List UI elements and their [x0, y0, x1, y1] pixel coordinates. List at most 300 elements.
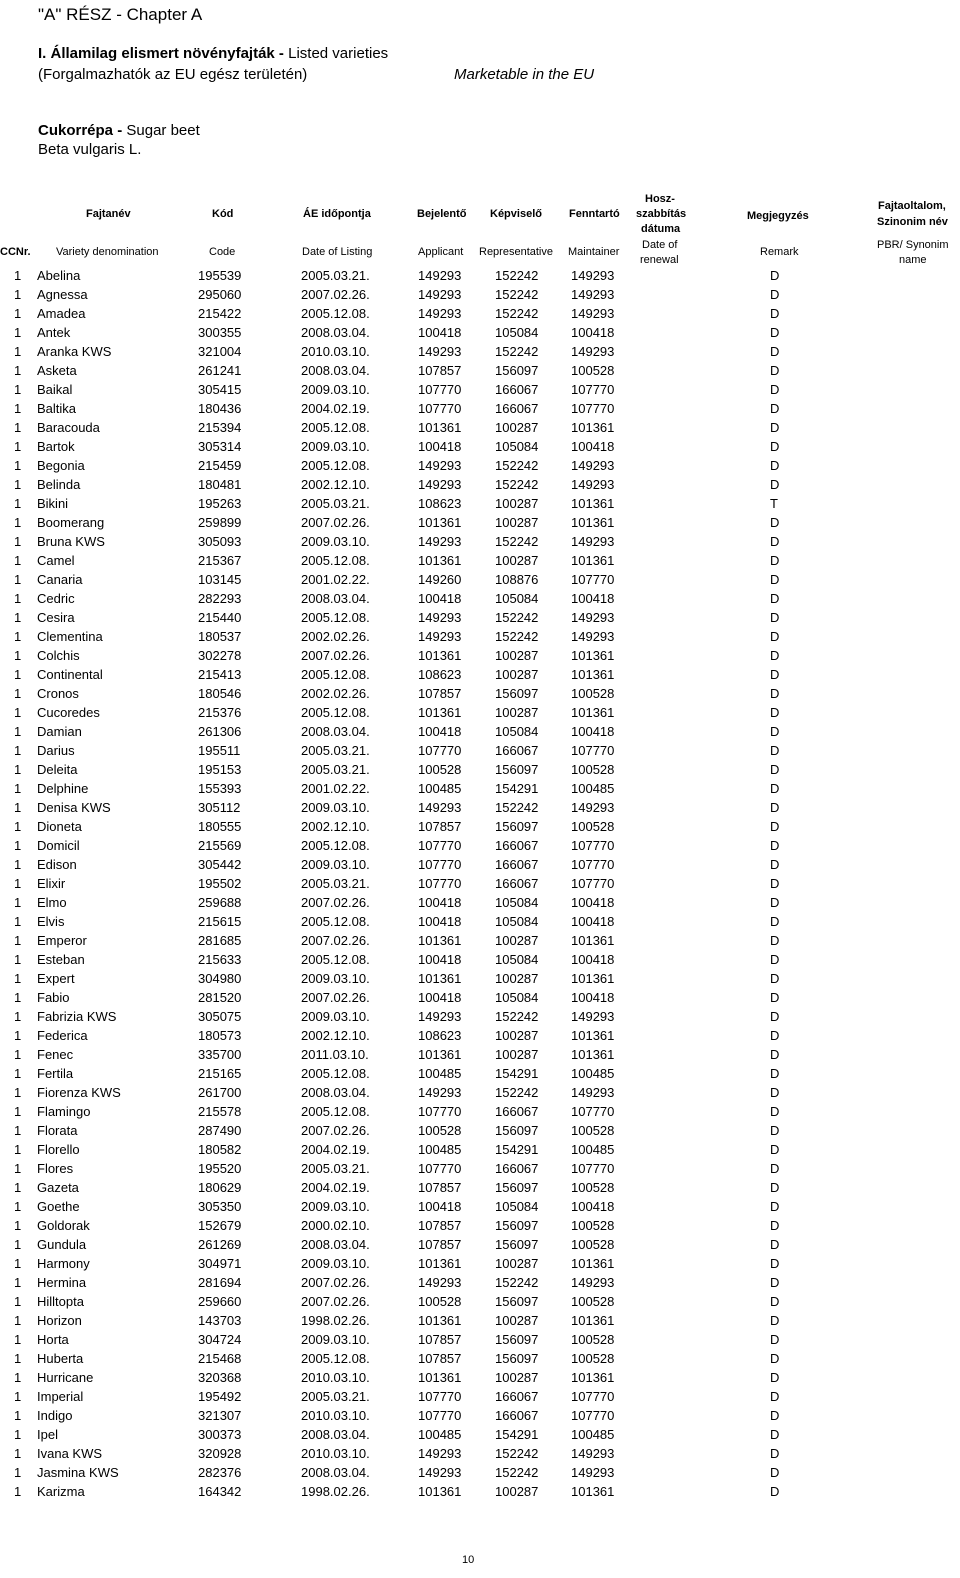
applicant-cell: 149293	[418, 268, 462, 283]
section-title-hu: I. Államilag elismert növényfajták	[38, 45, 275, 62]
variety-name-cell: Fabrizia KWS	[37, 1009, 117, 1024]
representative-cell: 166067	[495, 1161, 539, 1176]
representative-cell: 156097	[495, 1237, 539, 1252]
variety-name-cell: Antek	[37, 325, 71, 340]
remark-cell: D	[770, 325, 780, 340]
representative-cell: 154291	[495, 781, 539, 796]
maintainer-cell: 100528	[571, 1180, 615, 1195]
table-row	[0, 534, 960, 553]
representative-cell: 152242	[495, 800, 539, 815]
representative-cell: 166067	[495, 1389, 539, 1404]
table-row	[0, 971, 960, 990]
table-row	[0, 990, 960, 1009]
header-renewal-hu-1: Hosz-	[645, 193, 675, 205]
representative-cell: 152242	[495, 1009, 539, 1024]
variety-name-cell: Aranka KWS	[37, 344, 112, 359]
representative-cell: 100287	[495, 1028, 539, 1043]
code-cell: 180555	[198, 819, 242, 834]
remark-cell: D	[770, 515, 780, 530]
remark-cell: D	[770, 990, 780, 1005]
header-pbr-en-2: name	[899, 254, 927, 266]
variety-name-cell: Esteban	[37, 952, 85, 967]
applicant-cell: 107770	[418, 382, 462, 397]
ccnr-cell: 1	[14, 629, 22, 644]
representative-cell: 105084	[495, 895, 539, 910]
representative-cell: 154291	[495, 1066, 539, 1081]
table-row	[0, 344, 960, 363]
ccnr-cell: 1	[14, 1199, 22, 1214]
crop-name-en: Sugar beet	[126, 122, 200, 139]
applicant-cell: 101361	[418, 515, 462, 530]
representative-cell: 156097	[495, 1180, 539, 1195]
applicant-cell: 100485	[418, 781, 462, 796]
representative-cell: 105084	[495, 914, 539, 929]
header-renewal-hu-3: dátuma	[641, 223, 681, 235]
applicant-cell: 107770	[418, 857, 462, 872]
variety-name-cell: Dioneta	[37, 819, 82, 834]
representative-cell: 100287	[495, 553, 539, 568]
table-row	[0, 914, 960, 933]
code-cell: 281694	[198, 1275, 242, 1290]
code-cell: 155393	[198, 781, 242, 796]
code-cell: 215569	[198, 838, 242, 853]
maintainer-cell: 107770	[571, 572, 615, 587]
remark-cell: D	[770, 1066, 780, 1081]
remark-cell: D	[770, 1313, 780, 1328]
maintainer-cell: 149293	[571, 1275, 615, 1290]
maintainer-cell: 101361	[571, 1028, 615, 1043]
maintainer-cell: 101361	[571, 1313, 615, 1328]
maintainer-cell: 100485	[571, 1142, 615, 1157]
listing-date-cell: 2009.03.10.	[301, 1332, 370, 1347]
listing-date-cell: 2009.03.10.	[301, 382, 370, 397]
representative-cell: 152242	[495, 477, 539, 492]
applicant-cell: 149293	[418, 800, 462, 815]
crop-latin-name: Beta vulgaris L.	[38, 141, 142, 158]
code-cell: 195511	[198, 743, 241, 758]
remark-cell: D	[770, 1123, 780, 1138]
remark-cell: D	[770, 648, 780, 663]
code-cell: 215367	[198, 553, 242, 568]
code-cell: 321307	[198, 1408, 242, 1423]
table-row	[0, 876, 960, 895]
table-row	[0, 515, 960, 534]
code-cell: 180573	[198, 1028, 242, 1043]
header-renewal-en-2: renewal	[640, 254, 679, 266]
applicant-cell: 107857	[418, 1218, 462, 1233]
maintainer-cell: 107770	[571, 857, 615, 872]
applicant-cell: 100418	[418, 439, 462, 454]
applicant-cell: 100528	[418, 762, 462, 777]
code-cell: 261241	[198, 363, 242, 378]
representative-cell: 100287	[495, 1370, 539, 1385]
code-cell: 215578	[198, 1104, 242, 1119]
remark-cell: D	[770, 1370, 780, 1385]
ccnr-cell: 1	[14, 686, 22, 701]
code-cell: 261306	[198, 724, 242, 739]
representative-cell: 105084	[495, 439, 539, 454]
code-cell: 215633	[198, 952, 242, 967]
maintainer-cell: 100418	[571, 914, 615, 929]
listing-date-cell: 2010.03.10.	[301, 344, 370, 359]
listing-date-cell: 2008.03.04.	[301, 1465, 370, 1480]
variety-name-cell: Jasmina KWS	[37, 1465, 119, 1480]
code-cell: 215615	[198, 914, 242, 929]
maintainer-cell: 100528	[571, 1218, 615, 1233]
applicant-cell: 107770	[418, 1408, 462, 1423]
ccnr-cell: 1	[14, 762, 22, 777]
remark-cell: D	[770, 857, 780, 872]
table-row	[0, 1104, 960, 1123]
applicant-cell: 149293	[418, 610, 462, 625]
applicant-cell: 107770	[418, 838, 462, 853]
maintainer-cell: 101361	[571, 420, 615, 435]
listing-date-cell: 2008.03.04.	[301, 591, 370, 606]
table-row	[0, 1123, 960, 1142]
remark-cell: D	[770, 591, 780, 606]
variety-name-cell: Bikini	[37, 496, 69, 511]
representative-cell: 154291	[495, 1427, 539, 1442]
header-representative-hu: Képviselő	[490, 208, 542, 220]
chapter-title: "A" RÉSZ - Chapter A	[38, 5, 203, 24]
listing-date-cell: 2001.02.22.	[301, 781, 370, 796]
remark-cell: D	[770, 1142, 780, 1157]
header-renewal-en-1: Date of	[642, 239, 678, 251]
code-cell: 215422	[198, 306, 242, 321]
table-row	[0, 1161, 960, 1180]
maintainer-cell: 100528	[571, 762, 615, 777]
representative-cell: 156097	[495, 1123, 539, 1138]
representative-cell: 154291	[495, 1142, 539, 1157]
maintainer-cell: 107770	[571, 382, 615, 397]
applicant-cell: 149293	[418, 477, 462, 492]
page-number: 10	[462, 1554, 475, 1566]
maintainer-cell: 101361	[571, 648, 615, 663]
listing-date-cell: 2007.02.26.	[301, 1294, 370, 1309]
maintainer-cell: 101361	[571, 933, 615, 948]
applicant-cell: 149293	[418, 1465, 462, 1480]
variety-name-cell: Denisa KWS	[37, 800, 111, 815]
ccnr-cell: 1	[14, 572, 22, 587]
remark-cell: D	[770, 686, 780, 701]
table-row	[0, 610, 960, 629]
representative-cell: 100287	[495, 1256, 539, 1271]
maintainer-cell: 100485	[571, 1066, 615, 1081]
variety-name-cell: Fabio	[37, 990, 70, 1005]
listing-date-cell: 2007.02.26.	[301, 287, 370, 302]
code-cell: 304971	[198, 1256, 242, 1271]
representative-cell: 156097	[495, 1351, 539, 1366]
table-row	[0, 762, 960, 781]
remark-cell: D	[770, 610, 780, 625]
variety-name-cell: Horta	[37, 1332, 69, 1347]
applicant-cell: 101361	[418, 1484, 462, 1499]
maintainer-cell: 100418	[571, 439, 615, 454]
table-row	[0, 1275, 960, 1294]
listing-date-cell: 2005.03.21.	[301, 268, 370, 283]
ccnr-cell: 1	[14, 876, 22, 891]
listing-date-cell: 2007.02.26.	[301, 648, 370, 663]
code-cell: 300355	[198, 325, 242, 340]
applicant-cell: 100418	[418, 895, 462, 910]
remark-cell: D	[770, 952, 780, 967]
listing-date-cell: 2005.12.08.	[301, 553, 370, 568]
header-applicant-hu: Bejelentő	[417, 208, 467, 220]
crop-name-sep: -	[113, 122, 127, 139]
table-row	[0, 1446, 960, 1465]
listing-date-cell: 2007.02.26.	[301, 1123, 370, 1138]
applicant-cell: 107770	[418, 401, 462, 416]
code-cell: 143703	[198, 1313, 242, 1328]
ccnr-cell: 1	[14, 1085, 22, 1100]
remark-cell: D	[770, 724, 780, 739]
applicant-cell: 149293	[418, 534, 462, 549]
table-row	[0, 306, 960, 325]
variety-name-cell: Gundula	[37, 1237, 87, 1252]
ccnr-cell: 1	[14, 1142, 22, 1157]
applicant-cell: 100485	[418, 1142, 462, 1157]
variety-name-cell: Huberta	[37, 1351, 84, 1366]
listing-date-cell: 2002.12.10.	[301, 1028, 370, 1043]
variety-name-cell: Emperor	[37, 933, 87, 948]
representative-cell: 152242	[495, 629, 539, 644]
remark-cell: D	[770, 800, 780, 815]
ccnr-cell: 1	[14, 914, 22, 929]
applicant-cell: 107857	[418, 1351, 462, 1366]
listing-date-cell: 1998.02.26.	[301, 1313, 370, 1328]
applicant-cell: 100418	[418, 325, 462, 340]
ccnr-cell: 1	[14, 743, 22, 758]
maintainer-cell: 100528	[571, 363, 615, 378]
variety-name-cell: Goethe	[37, 1199, 80, 1214]
ccnr-cell: 1	[14, 667, 22, 682]
code-cell: 152679	[198, 1218, 242, 1233]
crop-name-hu: Cukorrépa	[38, 122, 114, 139]
header-maintainer-en: Maintainer	[568, 246, 620, 258]
remark-cell: D	[770, 1180, 780, 1195]
applicant-cell: 100528	[418, 1123, 462, 1138]
table-row	[0, 1465, 960, 1484]
table-row	[0, 724, 960, 743]
listing-date-cell: 2008.03.04.	[301, 325, 370, 340]
representative-cell: 156097	[495, 686, 539, 701]
table-row	[0, 382, 960, 401]
listing-date-cell: 2005.03.21.	[301, 743, 370, 758]
ccnr-cell: 1	[14, 1294, 22, 1309]
ccnr-cell: 1	[14, 401, 22, 416]
applicant-cell: 101361	[418, 705, 462, 720]
table-row	[0, 420, 960, 439]
maintainer-cell: 101361	[571, 515, 615, 530]
variety-name-cell: Elixir	[37, 876, 66, 891]
ccnr-cell: 1	[14, 1028, 22, 1043]
remark-cell: D	[770, 363, 780, 378]
maintainer-cell: 101361	[571, 496, 615, 511]
variety-name-cell: Gazeta	[37, 1180, 79, 1195]
maintainer-cell: 107770	[571, 401, 615, 416]
variety-name-cell: Expert	[37, 971, 75, 986]
applicant-cell: 149293	[418, 306, 462, 321]
table-row	[0, 268, 960, 287]
table-row	[0, 1313, 960, 1332]
listing-date-cell: 2005.12.08.	[301, 458, 370, 473]
variety-name-cell: Domicil	[37, 838, 80, 853]
ccnr-cell: 1	[14, 952, 22, 967]
listing-date-cell: 2002.02.26.	[301, 629, 370, 644]
representative-cell: 100287	[495, 515, 539, 530]
variety-name-cell: Harmony	[37, 1256, 90, 1271]
applicant-cell: 149293	[418, 1446, 462, 1461]
applicant-cell: 149260	[418, 572, 462, 587]
table-row	[0, 933, 960, 952]
ccnr-cell: 1	[14, 1123, 22, 1138]
header-ccnr: CCNr.	[0, 246, 31, 258]
ccnr-cell: 1	[14, 781, 22, 796]
remark-cell: D	[770, 1351, 780, 1366]
table-row	[0, 458, 960, 477]
table-row	[0, 1180, 960, 1199]
table-row	[0, 819, 960, 838]
variety-name-cell: Continental	[37, 667, 103, 682]
ccnr-cell: 1	[14, 1313, 22, 1328]
listing-date-cell: 2005.03.21.	[301, 876, 370, 891]
listing-date-cell: 2005.12.08.	[301, 705, 370, 720]
remark-cell: D	[770, 401, 780, 416]
table-row	[0, 857, 960, 876]
variety-table-body	[0, 268, 960, 1503]
applicant-cell: 101361	[418, 1256, 462, 1271]
ccnr-cell: 1	[14, 1180, 22, 1195]
header-pbr-hu-1: Fajtaoltalom,	[878, 200, 946, 212]
code-cell: 215468	[198, 1351, 242, 1366]
table-row	[0, 1047, 960, 1066]
maintainer-cell: 100418	[571, 895, 615, 910]
variety-name-cell: Baikal	[37, 382, 73, 397]
maintainer-cell: 100418	[571, 1199, 615, 1214]
table-row	[0, 648, 960, 667]
listing-date-cell: 2005.12.08.	[301, 1066, 370, 1081]
code-cell: 304980	[198, 971, 242, 986]
table-row	[0, 477, 960, 496]
table-row	[0, 1256, 960, 1275]
maintainer-cell: 149293	[571, 1465, 615, 1480]
remark-cell: D	[770, 306, 780, 321]
listing-date-cell: 2005.12.08.	[301, 306, 370, 321]
maintainer-cell: 149293	[571, 1446, 615, 1461]
maintainer-cell: 101361	[571, 705, 615, 720]
variety-name-cell: Elvis	[37, 914, 65, 929]
code-cell: 215413	[198, 667, 242, 682]
remark-cell: D	[770, 667, 780, 682]
section-subtitle-hu: (Forgalmazhatók az EU egész területén)	[38, 66, 308, 83]
variety-name-cell: Indigo	[37, 1408, 73, 1423]
code-cell: 215440	[198, 610, 242, 625]
variety-name-cell: Delphine	[37, 781, 89, 796]
table-row	[0, 1009, 960, 1028]
ccnr-cell: 1	[14, 420, 22, 435]
remark-cell: D	[770, 1484, 780, 1499]
code-cell: 180436	[198, 401, 242, 416]
remark-cell: D	[770, 344, 780, 359]
maintainer-cell: 149293	[571, 477, 615, 492]
variety-name-cell: Cronos	[37, 686, 79, 701]
table-row	[0, 1427, 960, 1446]
listing-date-cell: 2004.02.19.	[301, 1142, 370, 1157]
remark-cell: D	[770, 439, 780, 454]
code-cell: 261269	[198, 1237, 242, 1252]
remark-cell: D	[770, 971, 780, 986]
maintainer-cell: 100418	[571, 952, 615, 967]
listing-date-cell: 2002.12.10.	[301, 819, 370, 834]
maintainer-cell: 100528	[571, 1294, 615, 1309]
code-cell: 295060	[198, 287, 242, 302]
listing-date-cell: 2005.03.21.	[301, 1389, 370, 1404]
applicant-cell: 101361	[418, 1370, 462, 1385]
variety-name-cell: Karizma	[37, 1484, 85, 1499]
ccnr-cell: 1	[14, 496, 22, 511]
maintainer-cell: 149293	[571, 629, 615, 644]
code-cell: 321004	[198, 344, 242, 359]
variety-name-cell: Hermina	[37, 1275, 87, 1290]
code-cell: 180546	[198, 686, 242, 701]
ccnr-cell: 1	[14, 382, 22, 397]
remark-cell: D	[770, 1427, 780, 1442]
ccnr-cell: 1	[14, 933, 22, 948]
listing-date-cell: 2009.03.10.	[301, 857, 370, 872]
ccnr-cell: 1	[14, 838, 22, 853]
listing-date-cell: 2005.03.21.	[301, 762, 370, 777]
remark-cell: D	[770, 762, 780, 777]
variety-name-cell: Goldorak	[37, 1218, 90, 1233]
representative-cell: 108876	[495, 572, 539, 587]
listing-date-cell: 2007.02.26.	[301, 515, 370, 530]
table-row	[0, 1199, 960, 1218]
code-cell: 215376	[198, 705, 242, 720]
ccnr-cell: 1	[14, 515, 22, 530]
variety-name-cell: Federica	[37, 1028, 88, 1043]
ccnr-cell: 1	[14, 705, 22, 720]
applicant-cell: 100418	[418, 990, 462, 1005]
applicant-cell: 100485	[418, 1427, 462, 1442]
ccnr-cell: 1	[14, 800, 22, 815]
applicant-cell: 149293	[418, 1275, 462, 1290]
variety-name-cell: Begonia	[37, 458, 85, 473]
applicant-cell: 107857	[418, 1237, 462, 1252]
listing-date-cell: 2009.03.10.	[301, 1009, 370, 1024]
variety-name-cell: Fertila	[37, 1066, 74, 1081]
representative-cell: 100287	[495, 1484, 539, 1499]
ccnr-cell: 1	[14, 1256, 22, 1271]
remark-cell: D	[770, 1104, 780, 1119]
remark-cell: D	[770, 933, 780, 948]
table-row	[0, 496, 960, 515]
code-cell: 180629	[198, 1180, 242, 1195]
variety-name-cell: Cucoredes	[37, 705, 100, 720]
ccnr-cell: 1	[14, 819, 22, 834]
applicant-cell: 100418	[418, 724, 462, 739]
remark-cell: D	[770, 1161, 780, 1176]
listing-date-cell: 2009.03.10.	[301, 439, 370, 454]
applicant-cell: 107770	[418, 876, 462, 891]
header-pbr-en-1: PBR/ Synonim	[877, 239, 949, 251]
table-row	[0, 686, 960, 705]
variety-name-cell: Hurricane	[37, 1370, 94, 1385]
table-row	[0, 1218, 960, 1237]
listing-date-cell: 2009.03.10.	[301, 800, 370, 815]
representative-cell: 100287	[495, 705, 539, 720]
code-cell: 261700	[198, 1085, 242, 1100]
variety-name-cell: Imperial	[37, 1389, 84, 1404]
